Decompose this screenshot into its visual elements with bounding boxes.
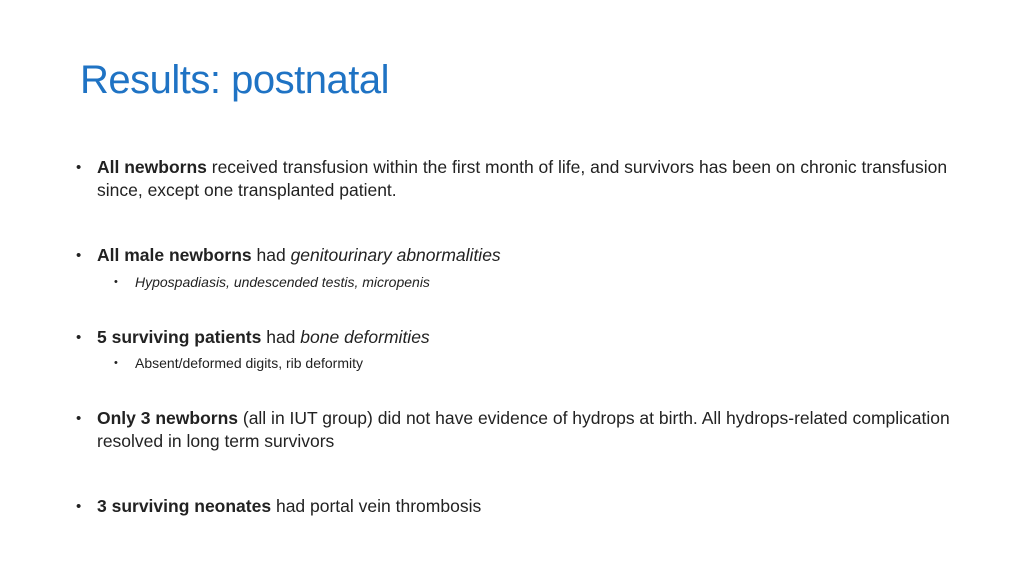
bullet-text — [97, 326, 956, 349]
bullet-item-3 — [76, 326, 956, 349]
sub-bullet-item-2 — [114, 273, 914, 291]
bullet-item-4 — [76, 407, 956, 453]
bullet-italic: bone deformities — [300, 327, 430, 347]
bullet-item-5 — [76, 495, 956, 518]
bullet-bold: All newborns — [97, 157, 207, 177]
sub-bullet-item-3 — [114, 354, 914, 372]
bullet-text — [97, 495, 956, 518]
sub-bullet-icon: • — [114, 357, 118, 369]
sub-bullet-icon: • — [114, 276, 118, 288]
bullet-rest: had portal vein thrombosis — [271, 496, 482, 516]
bullet-item-1 — [76, 156, 956, 202]
bullet-bold: All male newborns — [97, 245, 252, 265]
bullet-item-2 — [76, 244, 956, 267]
bullet-text — [97, 244, 956, 267]
bullet-bold: 5 surviving patients — [97, 327, 262, 347]
bullet-italic: genitourinary abnormalities — [290, 245, 501, 265]
bullet-icon: • — [76, 159, 82, 176]
bullet-rest: (all in IUT group) did not have evidence of hydrops at birth. All hydrops-related complication resolved in long term survivors — [97, 408, 950, 451]
bullet-icon: • — [76, 329, 82, 346]
bullet-rest: had — [251, 245, 291, 265]
bullet-bold: Only 3 newborns — [97, 408, 238, 428]
bullet-icon: • — [76, 410, 82, 427]
bullet-bold: 3 surviving neonates — [97, 496, 272, 516]
sub-bullet-text: Absent/deformed digits, rib deformity — [135, 355, 363, 371]
bullet-rest: received transfusion within the first month of life, and survivors has been on chronic transfusion since, except one transplanted patient. — [97, 157, 948, 200]
bullet-icon: • — [76, 498, 82, 515]
slide-title: Results: postnatal — [80, 58, 389, 102]
bullet-icon: • — [76, 247, 82, 264]
sub-bullet-text: Hypospadiasis, undescended testis, micropenis — [135, 274, 430, 290]
bullet-text — [97, 407, 956, 453]
bullet-text — [97, 156, 956, 202]
bullet-rest: had — [261, 327, 301, 347]
